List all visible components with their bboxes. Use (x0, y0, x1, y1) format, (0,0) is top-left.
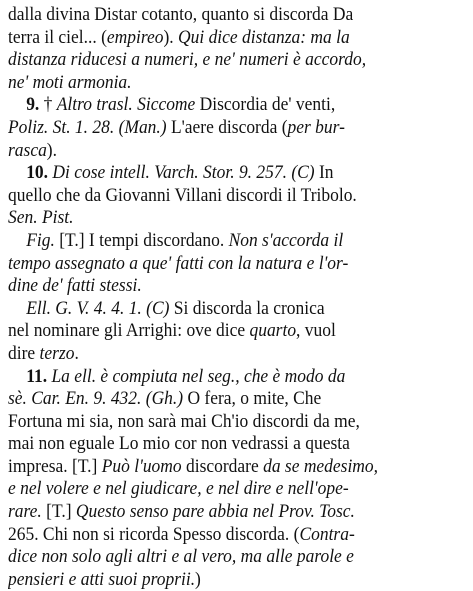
text-run: La ell. è compiuta nel seg., che è modo da (51, 365, 346, 387)
text-run: Può l'uomo (101, 455, 186, 477)
text-run: empireo (106, 26, 164, 48)
text-run: Discordia de' venti, (199, 94, 336, 116)
text-run: rasca (8, 139, 47, 161)
text-run: Ell. G. V. 4. 4. 1. (C) (26, 297, 174, 319)
text-line (8, 49, 468, 72)
text-run: Si discorda la cronica (173, 297, 325, 319)
text-run: dine de' fatti stessi. (8, 275, 142, 297)
text-run: mai non eguale Lo mio cor non vedrassi a questa (8, 433, 350, 455)
text-run: Qui dice distanza: ma la (178, 26, 350, 48)
text-run: 265. (8, 523, 43, 545)
text-line (8, 298, 473, 321)
text-line (8, 456, 468, 479)
text-run: Chi non si ricorda Spesso discorda. ( (42, 523, 300, 545)
text-run: In (318, 162, 334, 184)
text-run: rare. (8, 501, 47, 523)
text-run: Questo senso pare abbia nel Prov. Tosc. (75, 501, 355, 523)
text-run: ne' moti armonia. (8, 71, 132, 93)
text-line (8, 253, 468, 276)
text-run: quarto (249, 320, 297, 342)
text-line (8, 94, 473, 117)
text-line (8, 185, 468, 208)
section-number: 10. (26, 162, 53, 184)
text-run: ) (195, 568, 201, 590)
text-run: Sen. Pist. (8, 207, 74, 229)
text-line (8, 207, 468, 230)
text-run: [T.] I tempi discordano. (59, 229, 229, 251)
text-line (8, 501, 468, 524)
text-line (8, 27, 468, 50)
text-line (8, 162, 473, 185)
text-run: distanza riducesi a numeri, e ne' numeri è accordo, (8, 49, 367, 71)
text-line (8, 524, 468, 547)
text-run: da se medesimo, (263, 455, 379, 477)
text-line (8, 343, 468, 366)
text-run: ). (163, 26, 179, 48)
text-run: O fera, o mite, Che (187, 388, 322, 410)
text-run: Contra- (299, 523, 355, 545)
text-run: Poliz. St. 1. 28. (Man.) (8, 116, 171, 138)
text-run: tempo assegnato a que' fatti con la natura e l'or- (8, 252, 349, 274)
text-run: ). (46, 139, 57, 161)
text-line (8, 546, 468, 569)
text-run: per bur- (287, 116, 345, 138)
section-number: 9. (26, 94, 44, 116)
text-run: Non s'accorda il (228, 229, 344, 251)
text-run: impresa. [T.] (8, 455, 102, 477)
text-run: discordare (185, 455, 264, 477)
text-run: L'aere discorda ( (170, 116, 288, 138)
text-run: Fig. (26, 229, 60, 251)
text-line (8, 366, 473, 389)
text-line (8, 275, 468, 298)
text-run: quello che da Giovanni Villani discordi il Tribolo. (8, 184, 357, 206)
text-line (8, 230, 473, 253)
text-run: sè. Car. En. 9. 432. (Gh.) (8, 388, 188, 410)
text-line (8, 569, 468, 591)
text-line (8, 411, 468, 434)
text-run: nel nominare gli Arrighi: ove dice (8, 320, 250, 342)
text-run: . (74, 342, 79, 364)
text-run: [T.] (46, 501, 76, 523)
text-run: dice non solo agli altri e al vero, ma alle parole e (8, 546, 354, 568)
text-run: Fortuna mi sia, non sarà mai Ch'io discordi da me, (8, 410, 360, 432)
text-run: dalla divina Distar cotanto, quanto si discorda Da (8, 4, 354, 25)
text-run: pensieri e atti suoi proprii. (8, 568, 196, 590)
text-line (8, 4, 468, 27)
text-run: dire (8, 342, 40, 364)
text-run: Altro trasl. Siccome (56, 94, 200, 116)
text-line (8, 478, 468, 501)
text-line (8, 117, 468, 140)
text-run: terra il ciel... ( (8, 26, 107, 48)
text-run: Di cose intell. Varch. Stor. 9. 257. (C) (52, 162, 319, 184)
text-line (8, 388, 468, 411)
section-number: 11. (26, 365, 52, 387)
text-run: , vuol (296, 320, 336, 342)
text-run: terzo (39, 342, 75, 364)
text-line (8, 72, 468, 95)
text-line (8, 140, 468, 163)
text-run: † (43, 94, 57, 116)
text-line (8, 433, 468, 456)
text-line (8, 320, 468, 343)
text-run: e nel volere e nel giudicare, e nel dire e nell'ope- (8, 478, 349, 500)
